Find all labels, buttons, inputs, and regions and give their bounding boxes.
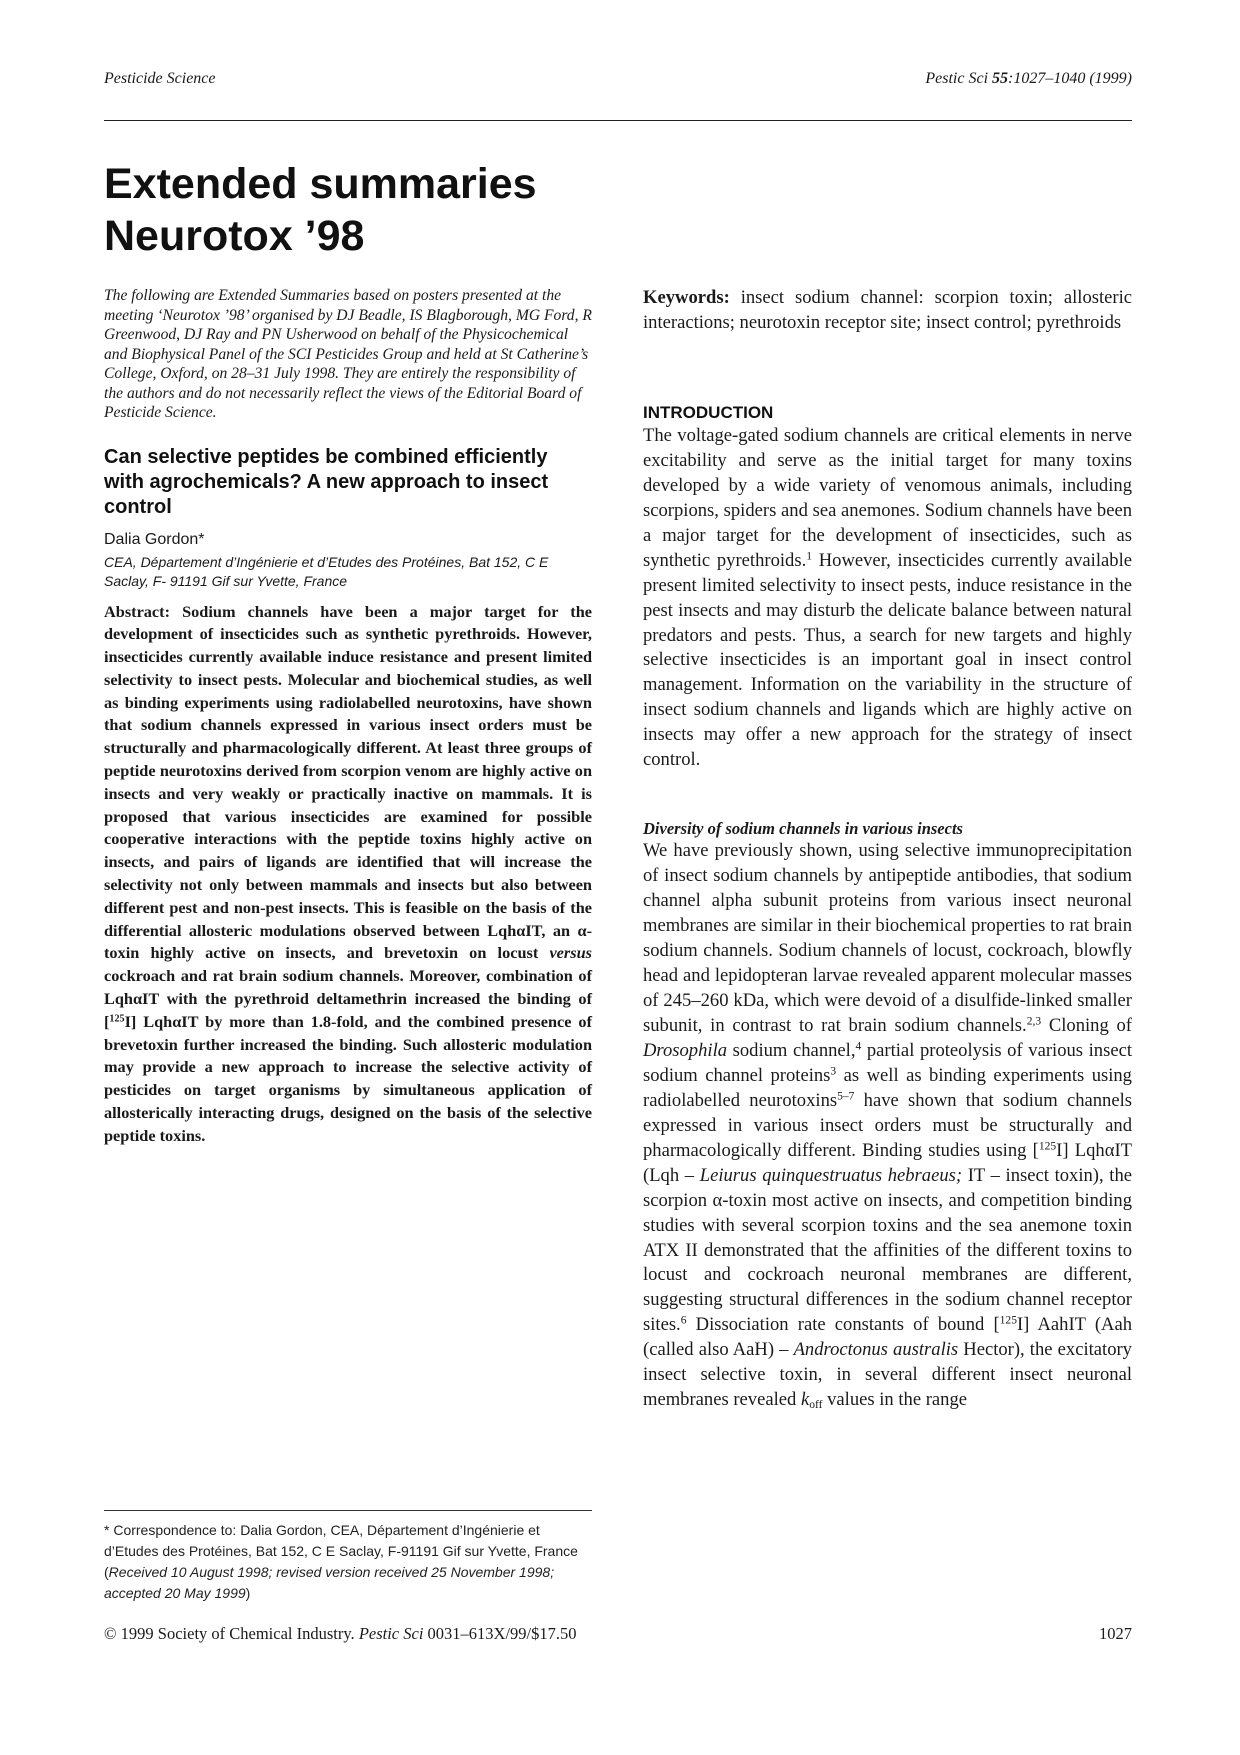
introduction-text: The voltage-gated sodium channels are critical elements in nerve excitability and serve as the initial target for many toxins developed by a wide variety of venomous animals, including scorpions, spiders and sea anemones. Sodium channels have been a major target for the development of insecticides, such as synthetic pyrethroids.$^1$ However, insecticides currently available present limited selectivity to insect pests, induce resistance in the pest insects and may disturb the delicate balance between natural predators and pests. Thus, a search for new targets and highly selective insecticides is an important goal in insect control management. Information on the variability in the structure of insect sodium channels and ligands which are highly active on insects may offer a new approach for the strategy of insect control. [643,424,1132,771]
left-column [104,286,592,1148]
abstract: Abstract: Sodium channels have been a major target for the development of insecticides such as synthetic pyrethroids. However, insecticides currently available induce resistance and present limited selectivity to insect pests. Molecular and biochemical studies, as well as binding experiments using radiolabelled neurotoxins, have shown that sodium channels expressed in various insect orders must be structurally and pharmacologically different. At least three groups of peptide neurotoxins derived from scorpion venom are highly active on insects and very weakly or practically inactive on mammals. It is proposed that various insecticides are examined for possible cooperative interactions with the peptide toxins highly active on insects, and pairs of ligands are identified that will increase the selectivity not only between mammals and insects but also between different pest and non-pest insects. This is feasible on the basis of the differential allosteric modulations observed between LqhαIT, an α-toxin highly active on insects, and brevetoxin on locust versus cockroach and rat brain sodium channels. Moreover, combination of LqhαIT with the pyrethroid deltamethrin increased the binding of [$^{125}$I] LqhαIT by more than 1.8-fold, and the combined presence of brevetoxin further increased the binding. Such allosteric modulation may provide a new approach to increase the selective activity of pesticides on target organisms by simultaneous application of allosterically interacting drugs, designed on the basis of the selective peptide toxins. [104,601,593,1145]
author-affiliation: CEA, Département d’Ingénierie et d’Etudes des Protéines, Bat 152, C E Saclay, F- 91191 Gif sur Yvette, France [104,553,549,589]
diversity-text: We have previously shown, using selective immunoprecipitation of insect sodium channels by antipeptide antibodies, that sodium channel alpha subunit proteins from various insect neuronal membranes are similar in their biochemical properties to rat brain sodium channels. Sodium channels of locust, cockroach, blowfly head and lepidopteran larvae revealed apparent molecular masses of 245–260 kDa, which were devoid of a disulfide-linked smaller subunit, in contrast to rat brain sodium channels.$^{2,3}$ Cloning of Drosophila sodium channel,$^4$ partial proteolysis of various insect sodium channel proteins$^3$ as well as binding experiments using radiolabelled neurotoxins$^{5-7}$ have shown that sodium channels expressed in various insect orders must be structurally and pharmacologically different. Binding studies using [$^{125}$I] LqhαIT (Lqh – Leiurus quinquestruatus hebraeus; IT – insect toxin), the scorpion α-toxin most active on insects, and competition binding studies with several scorpion toxins and the sea anemone toxin ATX II demonstrated that the affinities of the different toxins to locust and cockroach neuronal membranes are different, suggesting structural differences in the sodium channel receptor sites.$^6$ Dissociation rate constants of bound [$^{125}$I] AahIT (Aah (called also AaH) – Androctonus australis Hector), the excitatory insect selective toxin, in several different insect neuronal membranes revealed $k_{off}$ values in the range [643,840,1133,1412]
keywords-label: Keywords: [643,287,730,308]
page-title: Extended summaries Neurotox ’98 [104,160,537,260]
abstract-label: Abstract: [104,601,171,621]
citation: Pestic Sci 55:1027–1040 (1999) [925,70,1132,87]
correspondence-footnote: * Correspondence to: Dalia Gordon, CEA, Département d’Ingénierie et d’Etudes des Protéines, Bat 152, C E Saclay, F-91191 Gif sur Yvette, France (Received 10 August 1998; revised version received 25 November 1998; accepted 20 May 1999) [104,1520,592,1604]
page-footer [104,1624,1132,1646]
journal-name: Pesticide Science [104,70,216,87]
page-number: 1027 [1099,1624,1132,1643]
keywords: Keywords: insect sodium channel: scorpion toxin; allosteric interactions; neurotoxin receptor site; insect control; pyrethroids [643,287,1133,333]
right-column [643,286,1132,1413]
copyright-line: © 1999 Society of Chemical Industry. Pestic Sci 0031–613X/99/$17.50 [104,1624,577,1643]
running-head [104,70,1132,94]
intro-note: The following are Extended Summaries based on posters presented at the meeting ‘Neurotox ’98’ organised by DJ Beadle, IS Blagborough, MG Ford, R Greenwood, DJ Ray and PN Usherwood on behalf of the Physicochemical and Biophysical Panel of the SCI Pesticides Group and held at St Catherine’s College, Oxford, on 28–31 July 1998. They are entirely the responsibility of the authors and do not necessarily reflect the views of the Editorial Board of Pesticide Science. [104,287,592,421]
article-title: Can selective peptides be combined efficiently with agrochemicals? A new approach to insect control [104,445,549,518]
introduction-heading: INTRODUCTION [643,402,774,422]
header-rule [104,120,1132,121]
footnote-rule [104,1510,592,1511]
diversity-heading: Diversity of sodium channels in various insects [643,819,963,839]
article-author: Dalia Gordon* [104,530,205,548]
received-dates: (Received 10 August 1998; revised version received 25 November 1998; accepted 20 May 1999) [104,1564,555,1601]
